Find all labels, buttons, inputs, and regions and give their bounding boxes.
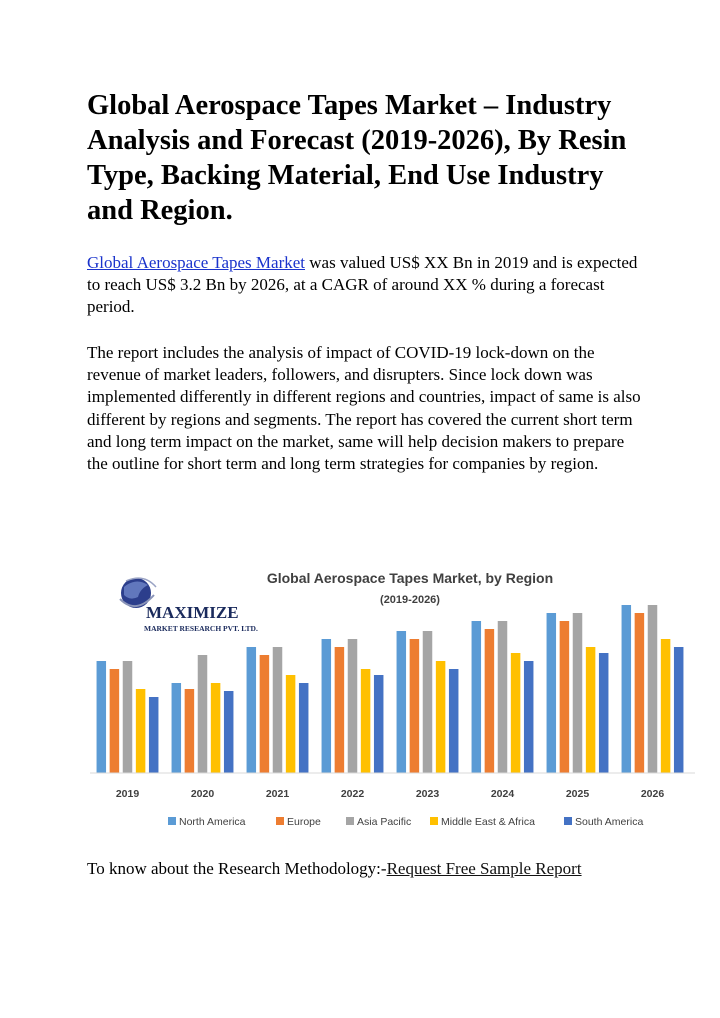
x-tick-label: 2022 [340,788,365,800]
bar-asia-pacific-2023 [423,631,433,773]
chart-subtitle: (2019-2026) [380,594,440,606]
bar-asia-pacific-2024 [498,621,508,773]
chart-x-labels [116,788,665,800]
bar-middle-east-africa-2025 [586,647,596,773]
legend-swatch [346,817,354,825]
x-tick-label: 2020 [190,788,215,800]
bar-south-america-2025 [599,653,609,773]
bar-europe-2019 [110,669,120,773]
footer-paragraph [87,858,647,881]
page-title: Global Aerospace Tapes Market – Industry Analysis and Forecast (2019-2026), By Resin Type, Backing Material, End Use Industry and Region. [87,90,627,226]
logo-subtitle: MARKET RESEARCH PVT. LTD. [144,624,258,633]
x-tick-label: 2023 [415,788,440,800]
bar-north-america-2020 [172,683,182,773]
bar-south-america-2021 [299,683,309,773]
bar-europe-2024 [485,629,495,773]
bar-asia-pacific-2020 [198,655,208,773]
x-tick-label: 2021 [265,788,290,800]
bar-asia-pacific-2022 [348,639,358,773]
maximize-logo [120,578,258,633]
bar-north-america-2024 [472,621,482,773]
bar-middle-east-africa-2023 [436,661,446,773]
bar-middle-east-africa-2026 [661,639,671,773]
legend-label: Europe [287,816,321,828]
bar-asia-pacific-2026 [648,605,658,773]
x-tick-label: 2025 [565,788,590,800]
bar-south-america-2020 [224,691,234,773]
bar-north-america-2026 [622,605,632,773]
x-tick-label: 2026 [640,788,665,800]
bar-europe-2025 [560,621,570,773]
chart-title: Global Aerospace Tapes Market, by Region [266,570,554,586]
bar-europe-2023 [410,639,420,773]
covid-paragraph: The report includes the analysis of impact of COVID-19 lock-down on the revenue of market leaders, followers, and disrupters. Since lock down was implemented differently in different regions and countries, impact of same is also different by regions and segments. The report has covered the current short term and long term impact on the market, same will help decision makers to prepare the outline for short term and long term strategies for companies by region. [87,343,641,474]
bar-middle-east-africa-2020 [211,683,221,773]
legend-label: South America [575,816,644,828]
legend-swatch [564,817,572,825]
legend-label: North America [179,816,246,828]
legend-swatch [430,817,438,825]
bar-europe-2021 [260,655,270,773]
intro-paragraph [87,252,647,319]
chart-legend [168,816,643,828]
market-link[interactable]: Global Aerospace Tapes Market [87,253,306,272]
bar-europe-2022 [335,647,345,773]
bar-north-america-2022 [322,639,332,773]
bar-north-america-2025 [547,613,557,773]
legend-label: Middle East & Africa [441,816,535,828]
bar-north-america-2023 [397,631,407,773]
x-tick-label: 2019 [115,788,140,800]
legend-label: Asia Pacific [357,816,412,828]
bar-south-america-2026 [674,647,684,773]
logo-name: MAXIMIZE [146,603,239,622]
bar-middle-east-africa-2024 [511,653,520,773]
x-tick-label: 2024 [490,788,515,800]
bar-south-america-2024 [524,661,534,773]
bar-south-america-2022 [374,675,384,773]
chart-svg [80,555,700,845]
legend-swatch [168,817,176,825]
bar-south-america-2023 [449,669,459,773]
bar-asia-pacific-2025 [573,613,583,773]
intro-text: was valued US$ XX Bn in 2019 and is expected to reach US$ 3.2 Bn by 2026, at a CAGR of around XX % during a forecast period. [87,253,638,317]
bar-north-america-2019 [97,661,107,773]
bar-middle-east-africa-2022 [361,669,371,773]
bar-middle-east-africa-2021 [286,675,296,773]
legend-swatch [276,817,284,825]
footer-text: To know about the Research Methodology:- [87,859,387,878]
bar-asia-pacific-2019 [123,661,133,773]
bar-south-america-2019 [149,697,159,773]
bar-north-america-2021 [247,647,256,773]
bar-europe-2020 [185,689,195,773]
region-chart [80,555,700,845]
request-sample-link[interactable]: Request Free Sample Report [386,859,582,878]
bar-asia-pacific-2021 [273,647,283,773]
bar-middle-east-africa-2019 [136,689,146,773]
bar-europe-2026 [635,613,645,773]
